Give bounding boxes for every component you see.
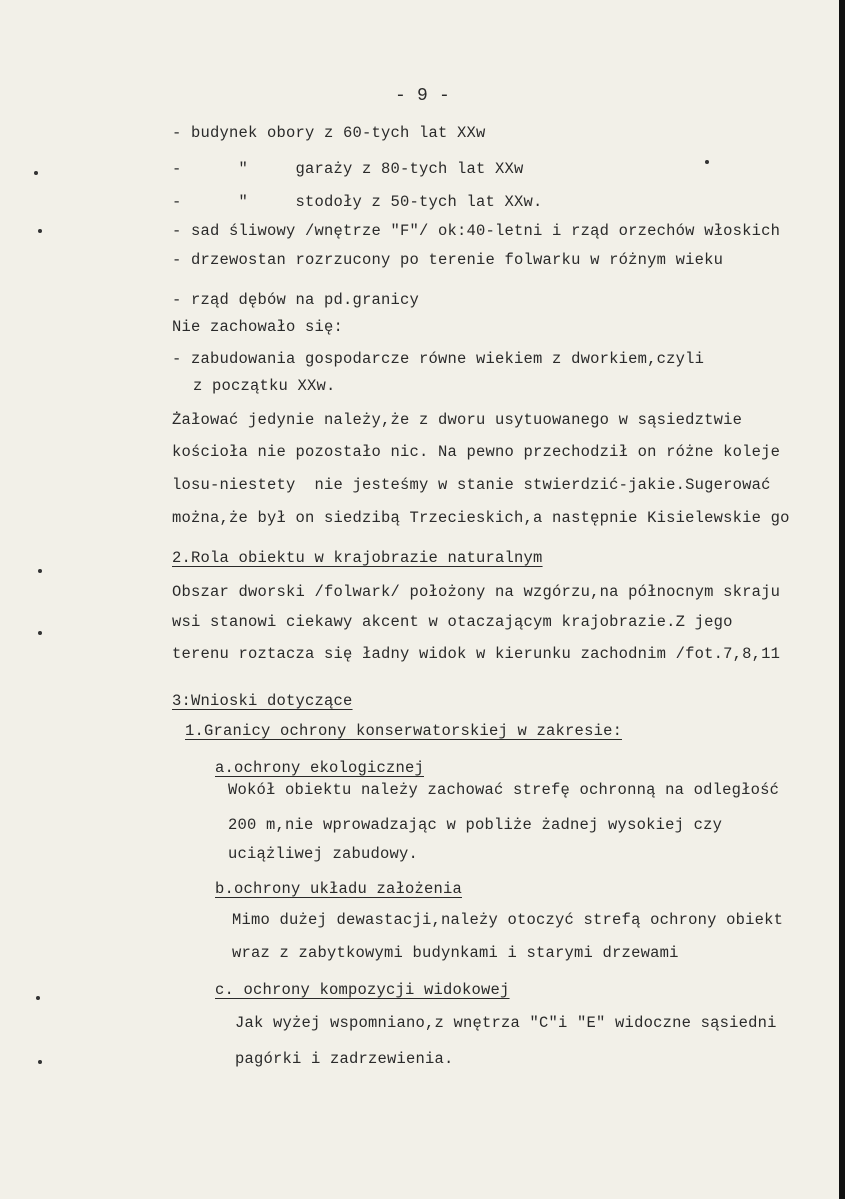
subsection-heading: c. ochrony kompozycji widokowej <box>215 981 510 999</box>
binder-hole-mark <box>38 631 42 635</box>
subsection-heading: a.ochrony ekologicznej <box>215 759 425 777</box>
text-line: Żałować jedynie należy,że z dworu usytuowanego w sąsiedztwie <box>172 411 743 429</box>
text-line: z początku XXw. <box>193 377 336 395</box>
section-heading: 2.Rola obiektu w krajobrazie naturalnym <box>172 549 543 567</box>
text-line: uciążliwej zabudowy. <box>228 845 419 863</box>
text-line: wraz z zabytkowymi budynkami i starymi drzewami <box>232 944 679 962</box>
text-line: - " garaży z 80-tych lat XXw <box>172 160 524 178</box>
page-number: - 9 - <box>395 86 451 106</box>
binder-hole-mark <box>36 996 40 1000</box>
text-line: 200 m,nie wprowadzając w pobliże żadnej wysokiej czy <box>228 816 723 834</box>
text-line: Nie zachowało się: <box>172 318 344 336</box>
subsection-heading: 1.Granicy ochrony konserwatorskiej w zakresie: <box>185 722 623 740</box>
text-line: losu-niestety nie jesteśmy w stanie stwierdzić-jakie.Sugerować <box>172 476 771 494</box>
text-line: kościoła nie pozostało nic. Na pewno przechodził on różne koleje <box>172 443 781 461</box>
text-line: Wokół obiektu należy zachować strefę ochronną na odległość <box>228 781 780 799</box>
text-line: - sad śliwowy /wnętrze "F"/ ok:40-letni i rząd orzechów włoskich <box>172 222 781 240</box>
section-heading: 3:Wnioski dotyczące <box>172 692 353 710</box>
text-line: - drzewostan rozrzucony po terenie folwarku w różnym wieku <box>172 251 724 269</box>
text-line: Obszar dworski /folwark/ położony na wzgórzu,na północnym skraju <box>172 583 781 601</box>
binder-hole-mark <box>38 569 42 573</box>
binder-hole-mark <box>38 1060 42 1064</box>
subsection-heading: b.ochrony układu założenia <box>215 880 463 898</box>
text-line: pagórki i zadrzewienia. <box>235 1050 454 1068</box>
binder-hole-mark <box>38 229 42 233</box>
text-line: - rząd dębów na pd.granicy <box>172 291 420 309</box>
speck-mark <box>705 160 709 164</box>
text-line: - budynek obory z 60-tych lat XXw <box>172 124 486 142</box>
text-line: - zabudowania gospodarcze równe wiekiem z dworkiem,czyli <box>172 350 705 368</box>
text-line: Mimo dużej dewastacji,należy otoczyć strefą ochrony obiekt <box>232 911 784 929</box>
text-line: - " stodoły z 50-tych lat XXw. <box>172 193 543 211</box>
text-line: wsi stanowi ciekawy akcent w otaczającym krajobrazie.Z jego <box>172 613 733 631</box>
text-line: Jak wyżej wspomniano,z wnętrza "C"i "E" widoczne sąsiedni <box>235 1014 777 1032</box>
text-line: terenu roztacza się ładny widok w kierunku zachodnim /fot.7,8,11 <box>172 645 781 663</box>
text-line: można,że był on siedzibą Trzecieskich,a następnie Kisielewskie go <box>172 509 790 527</box>
binder-hole-mark <box>34 171 38 175</box>
